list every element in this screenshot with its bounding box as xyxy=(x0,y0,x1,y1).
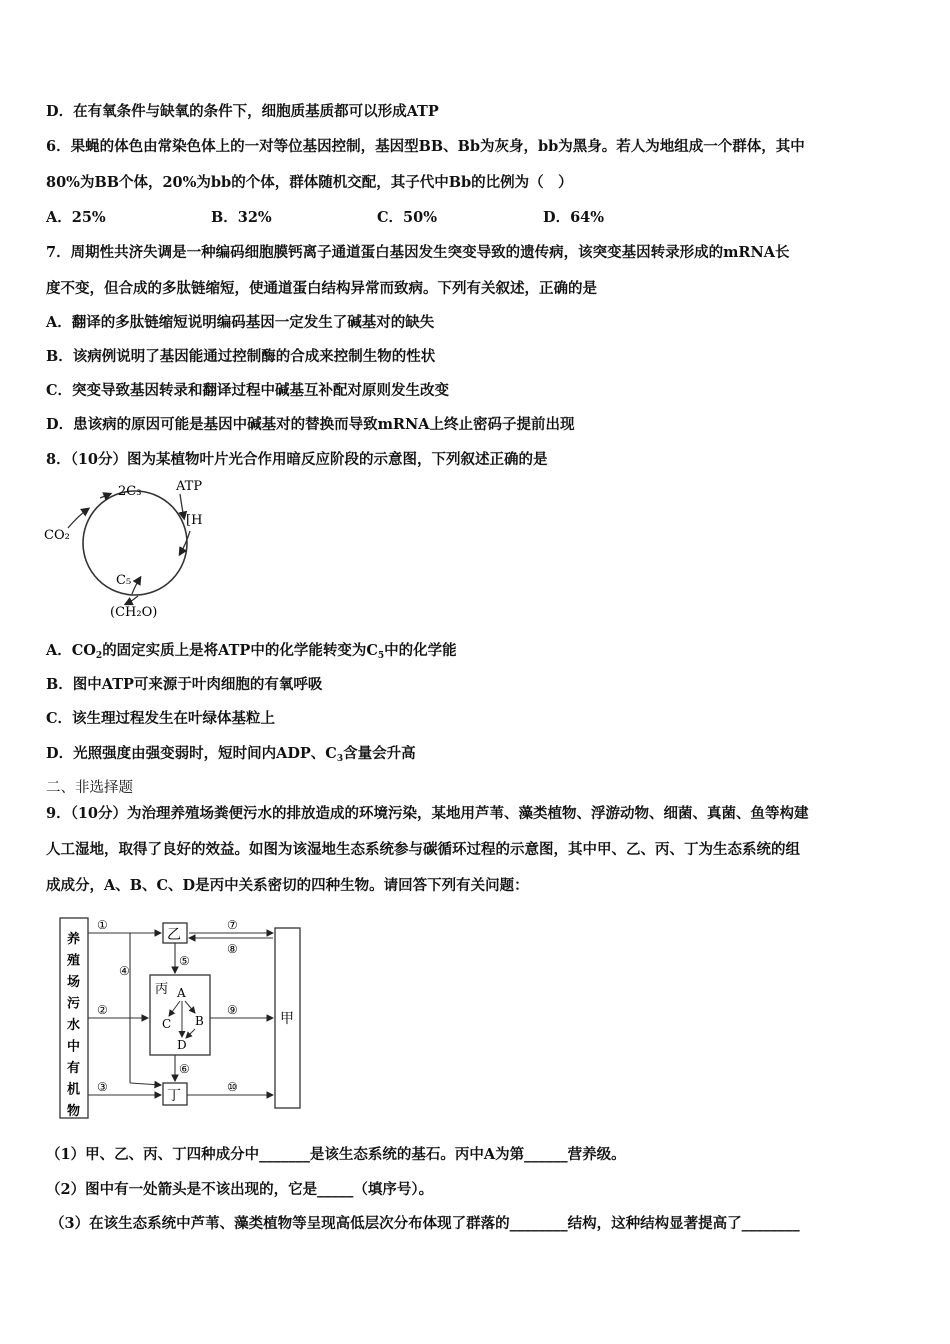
label-8: ⑧ xyxy=(227,942,238,956)
left-box-char: 有 xyxy=(67,1061,81,1076)
left-box-char: 中 xyxy=(67,1039,81,1055)
q9-stem-line1: 9．（10分）为治理养殖场粪便污水的排放造成的环境污染，某地用芦苇、藻类植物、浮游动物、细菌、真菌、鱼等构建 xyxy=(46,805,809,822)
q9-sub2: （2）图中有一处箭头是不该出现的，它是_____（填序号）。 xyxy=(46,1181,434,1198)
node-a: A xyxy=(177,986,186,1000)
carbon-cycle-diagram xyxy=(55,913,305,1123)
q7-stem-line1: 7．周期性共济失调是一种编码细胞膜钙离子通道蛋白基因发生突变导致的遗传病，该突变基因转录形成的mRNA长 xyxy=(46,244,790,261)
yi-label: 乙 xyxy=(167,927,181,943)
q7-option-d: D．患该病的原因可能是基因中碱基对的替换而导致mRNA上终止密码子提前出现 xyxy=(46,416,575,433)
label-5: ⑤ xyxy=(179,954,190,968)
q6-option-b: B．32% xyxy=(211,209,272,226)
node-b: B xyxy=(195,1014,204,1028)
q8-option-a: A．$CO_2$的固定实质上是将ATP中的化学能转变为$C_5$中的化学能 xyxy=(46,642,457,661)
label-7: ⑦ xyxy=(227,918,238,932)
q9-sub3: （3）在该生态系统中芦苇、藻类植物等呈现高低层次分布体现了群落的________结构，这种结构显著提高了________ xyxy=(50,1215,800,1232)
q6-stem-line2: 80%为BB个体，20%为bb的个体，群体随机交配，其子代中Bb的比例为（ ） xyxy=(46,174,573,191)
left-box-char: 水 xyxy=(67,1018,81,1033)
q8-option-d: D．光照强度由强变弱时，短时间内ADP、$C_3$含量会升高 xyxy=(46,745,416,764)
label-3: ③ xyxy=(97,1080,108,1094)
label-1: ① xyxy=(97,918,108,932)
q8-option-c: C．该生理过程发生在叶绿体基粒上 xyxy=(46,710,276,727)
q9-sub1: （1）甲、乙、丙、丁四种成分中_______是该生态系统的基石。丙中A为第______营养级。 xyxy=(46,1146,626,1163)
left-box-char: 养 xyxy=(67,932,81,947)
jia-label: 甲 xyxy=(280,1011,294,1027)
bing-label: 丙 xyxy=(155,982,169,997)
left-box-char: 场 xyxy=(67,975,81,990)
c3-label: 2C₃ xyxy=(118,484,142,499)
node-d: D xyxy=(177,1038,187,1052)
q8-option-b: B．图中ATP可来源于叶肉细胞的有氧呼吸 xyxy=(46,676,323,693)
q6-option-d: D．64% xyxy=(543,209,605,226)
q7-option-c: C．突变导致基因转录和翻译过程中碱基互补配对原则发生改变 xyxy=(46,382,450,399)
label-6: ⑥ xyxy=(179,1062,190,1076)
h-label: [H xyxy=(186,513,203,528)
node-c: C xyxy=(162,1017,172,1031)
q7-option-a: A．翻译的多肽链缩短说明编码基因一定发生了碱基对的缺失 xyxy=(46,314,435,331)
q7-option-b: B．该病例说明了基因能通过控制酶的合成来控制生物的性状 xyxy=(46,348,436,365)
label-4: ④ xyxy=(119,964,130,978)
q6-option-a: A．25% xyxy=(46,209,106,226)
ch2o-label: (CH₂O) xyxy=(110,605,158,620)
ding-label: 丁 xyxy=(167,1088,181,1104)
co2-label: CO₂ xyxy=(44,528,70,543)
c5-label: C₅ xyxy=(116,573,132,588)
q6-stem-line1: 6．果蝇的体色由常染色体上的一对等位基因控制，基因型BB、Bb为灰身，bb为黑身。若人为地组成一个群体，其中 xyxy=(46,138,805,155)
left-box-text xyxy=(67,931,80,1119)
q9-stem-line2: 人工湿地，取得了良好的效益。如图为该湿地生态系统参与碳循环过程的示意图，其中甲、乙、丙、丁为生态系统的组 xyxy=(46,841,800,858)
section-heading: 二、非选择题 xyxy=(46,780,133,796)
q8-stem: 8．（10分）图为某植物叶片光合作用暗反应阶段的示意图，下列叙述正确的是 xyxy=(46,451,548,468)
left-box-char: 机 xyxy=(67,1082,81,1098)
q5-option-d: D．在有氧条件与缺氧的条件下，细胞质基质都可以形成ATP xyxy=(46,103,439,120)
label-9: ⑨ xyxy=(227,1003,238,1017)
label-2: ② xyxy=(97,1003,108,1017)
left-box-char: 污 xyxy=(67,996,81,1012)
left-box-char: 殖 xyxy=(67,953,81,969)
label-10: ⑩ xyxy=(227,1080,238,1094)
q7-stem-line2: 度不变，但合成的多肽链缩短，使通道蛋白结构异常而致病。下列有关叙述，正确的是 xyxy=(46,280,597,297)
q9-stem-line3: 成成分，A、B、C、D是丙中关系密切的四种生物。请回答下列有关问题： xyxy=(46,877,529,894)
calvin-cycle-diagram xyxy=(40,476,220,626)
left-box-char: 物 xyxy=(67,1104,81,1119)
atp-label: ATP xyxy=(176,479,203,494)
q6-option-c: C．50% xyxy=(377,209,437,226)
